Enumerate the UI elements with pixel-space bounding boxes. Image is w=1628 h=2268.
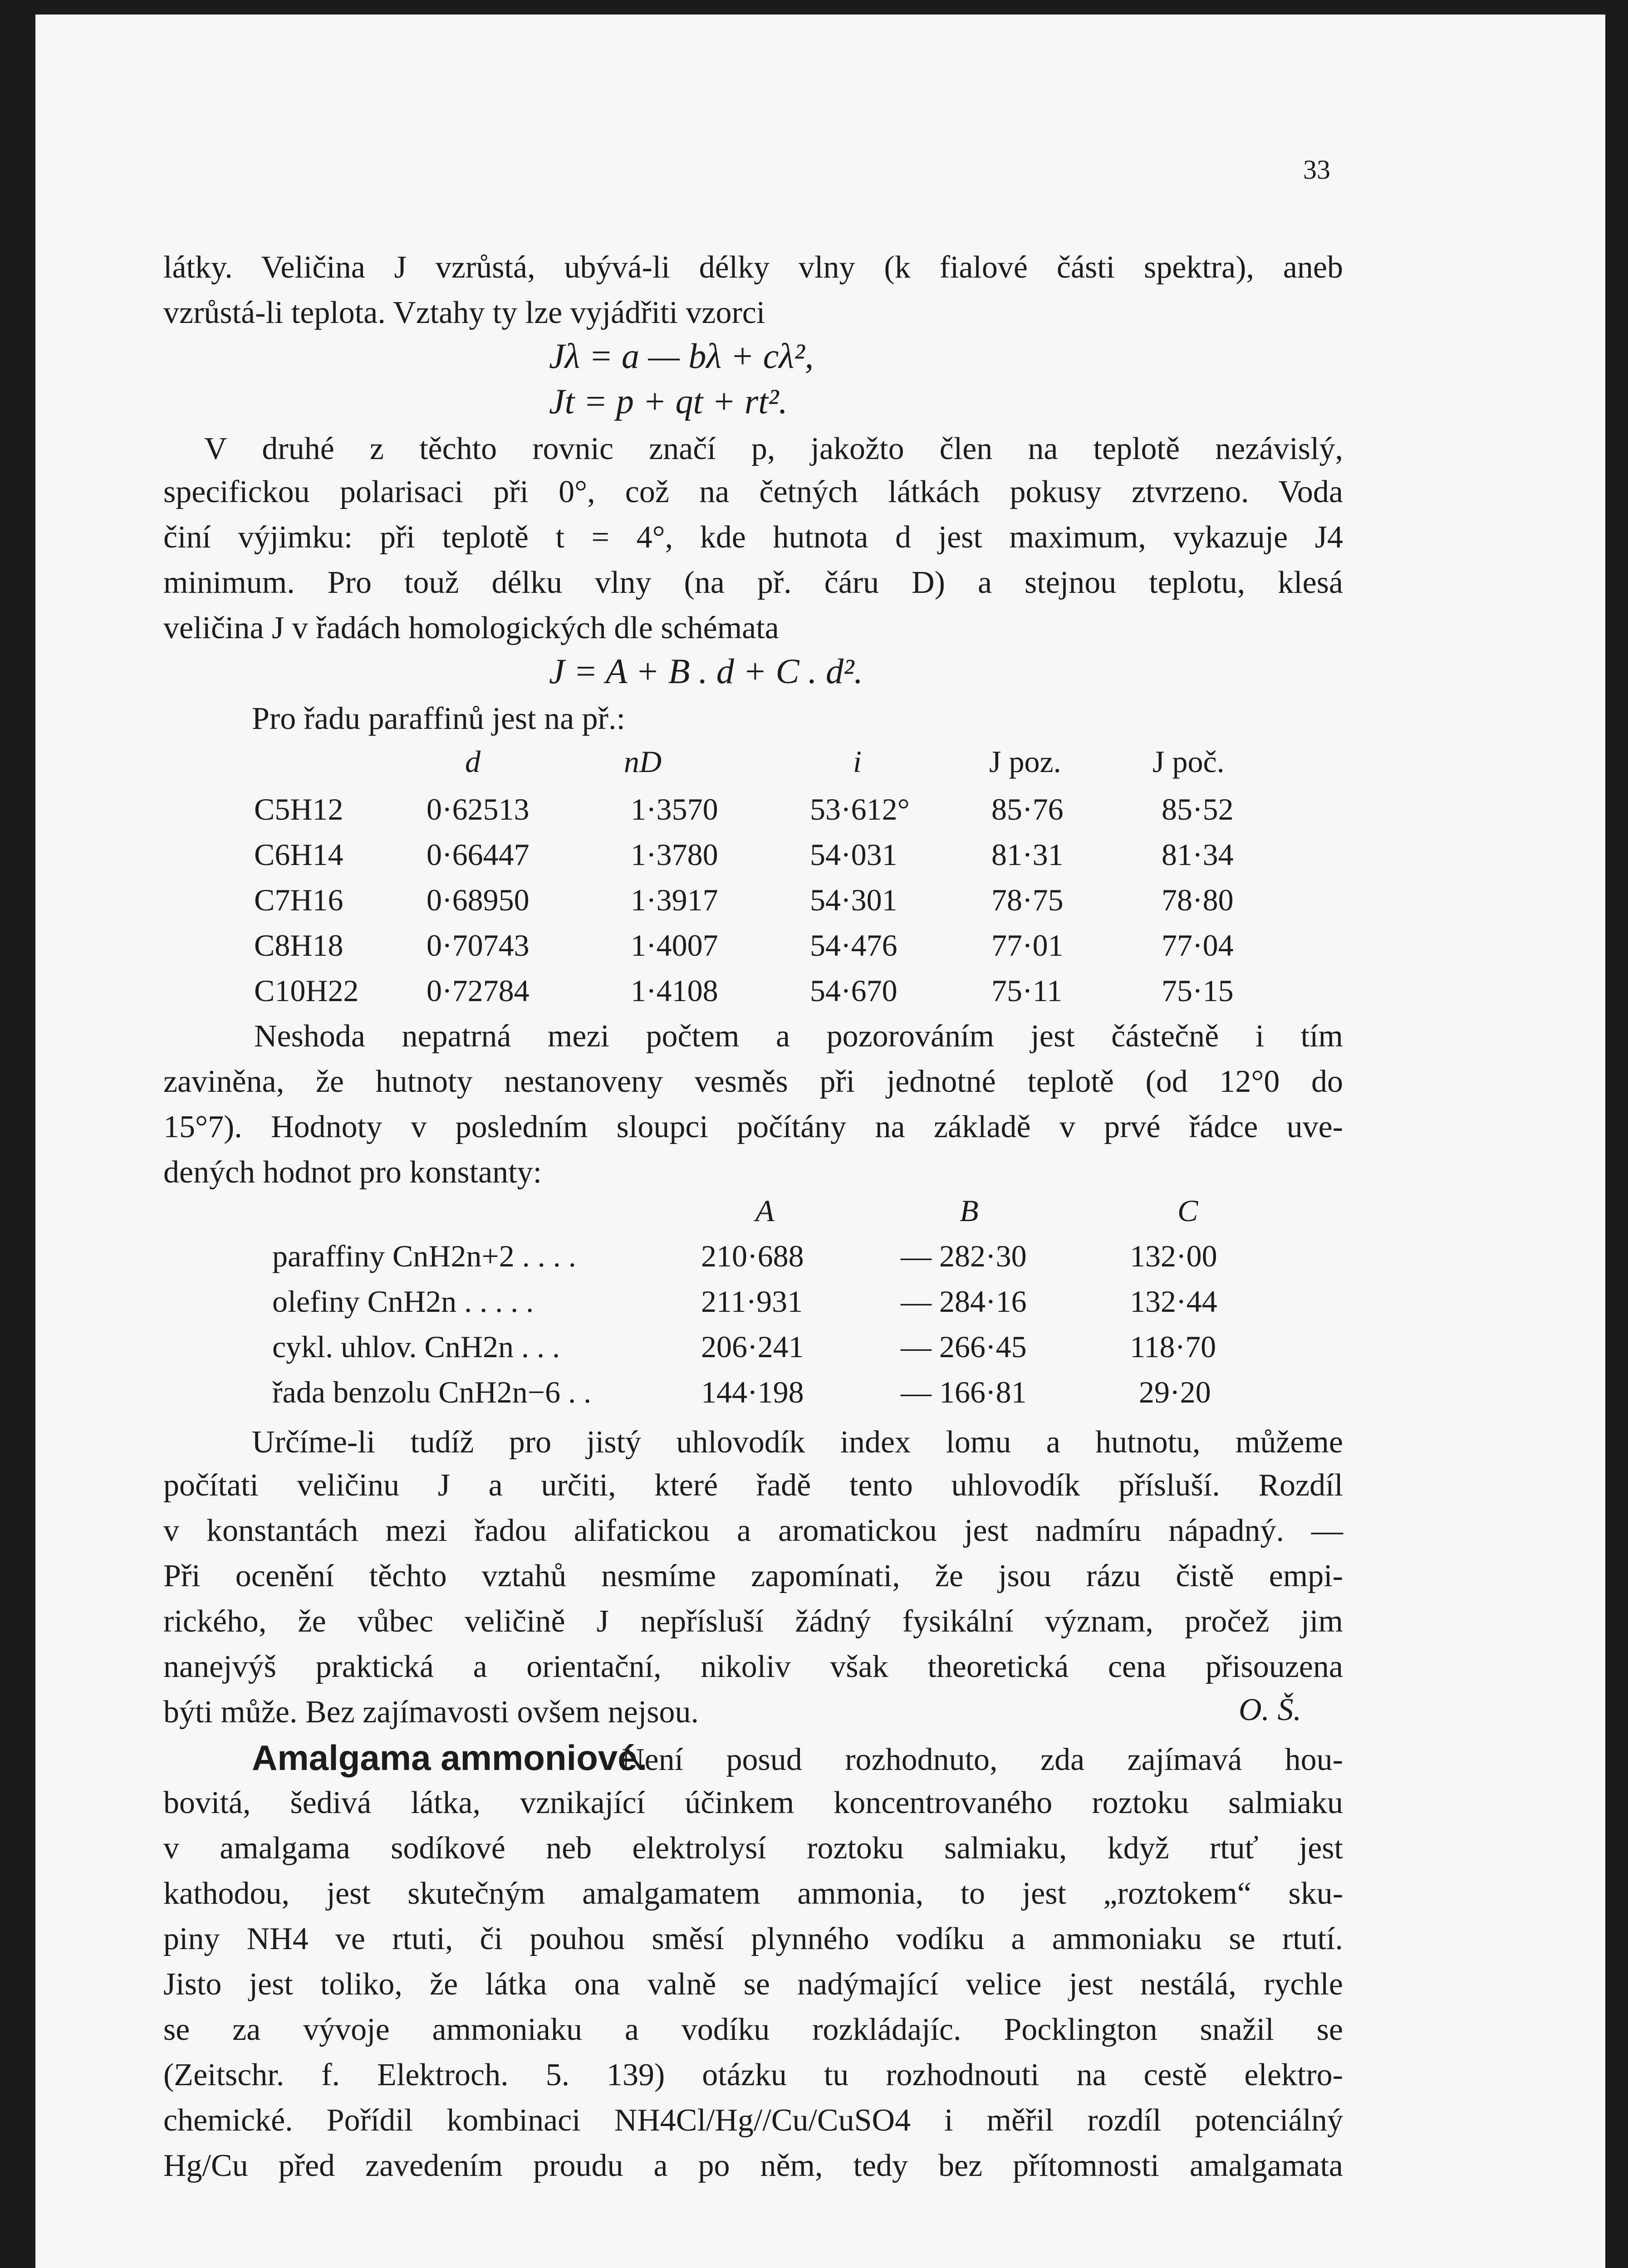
table1-cell: 75·15 [1162, 973, 1234, 1008]
table2-cell: 132·00 [1130, 1239, 1217, 1273]
text-line: piny NH4 ve rtuti, či pouhou směsí plynného vodíku a ammoniaku se rtutí. [163, 1921, 1343, 1956]
formula-j-abc: J = A + B . d + C . d². [549, 651, 863, 691]
text-line: 15°7). Hodnoty v posledním sloupci počítány na základě v prvé řádce uve- [163, 1110, 1343, 1144]
text-line: bovitá, šedivá látka, vznikající účinkem koncentrovaného roztoku salmiaku [163, 1785, 1343, 1820]
table2-row-name: olefiny CnH2n . . . . . [272, 1284, 534, 1319]
table1-row-name: C8H18 [254, 928, 343, 963]
table1-cell: 54·670 [810, 973, 897, 1008]
table1-cell: 0·68950 [427, 883, 530, 917]
text-line: V druhé z těchto rovnic značí p, jakožto člen na teplotě nezávislý, [204, 431, 1343, 466]
table1-header-d: d [465, 744, 481, 779]
table1-intro: Pro řadu paraffinů jest na př.: [252, 701, 625, 736]
text-line: dených hodnot pro konstanty: [163, 1155, 542, 1190]
table2-row-name: řada benzolu CnH2n−6 . . [272, 1375, 592, 1409]
table1-header-i: i [853, 744, 862, 779]
table1-cell: 1·4007 [631, 928, 718, 963]
table1-cell: 54·476 [810, 928, 897, 963]
text-line: kathodou, jest skutečným amalgamatem ammonia, to jest „roztokem“ sku- [163, 1876, 1343, 1911]
table1-cell: 1·3780 [631, 837, 718, 872]
text-line: počítati veličinu J a určiti, které řadě tento uhlovodík přísluší. Rozdíl [163, 1468, 1343, 1503]
text-line: se za vývoje ammoniaku a vodíku rozkládajíc. Pocklington snažil se [163, 2012, 1343, 2047]
table1-cell: 77·04 [1162, 928, 1234, 963]
text-line: veličina J v řadách homologických dle schémata [163, 611, 779, 645]
table1-header-jpoz: J poz. [989, 744, 1061, 779]
table1-cell: 53·612° [810, 792, 910, 826]
text-line: vzrůstá-li teplota. Vztahy ty lze vyjádřiti vzorci [163, 295, 765, 330]
table2-header-a: A [755, 1193, 775, 1228]
text-line: Jisto jest toliko, že látka ona valně se nadýmající velice jest nestálá, rychle [163, 1967, 1343, 2002]
table2-cell: — 284·16 [901, 1284, 1027, 1319]
table1-cell: 1·3917 [631, 883, 718, 917]
table2-cell: 144·198 [701, 1375, 804, 1409]
author-signature: O. Š. [1239, 1692, 1302, 1727]
text-line: Určíme-li tudíž pro jistý uhlovodík index lomu a hutnotu, můžeme [252, 1425, 1343, 1460]
text-line: rického, že vůbec veličině J nepřísluší žádný fysikální význam, pročež jim [163, 1604, 1343, 1639]
table2-row-name: cykl. uhlov. CnH2n . . . [272, 1330, 560, 1364]
table1-cell: 85·52 [1162, 792, 1234, 826]
table1-cell: 0·62513 [427, 792, 530, 826]
table1-cell: 77·01 [991, 928, 1064, 963]
text-line: Při ocenění těchto vztahů nesmíme zapomínati, že jsou rázu čistě empi- [163, 1559, 1343, 1593]
table1-cell: 85·76 [991, 792, 1064, 826]
table2-cell: 210·688 [701, 1239, 804, 1273]
text-line: minimum. Pro touž délku vlny (na př. čáru D) a stejnou teplotu, klesá [163, 565, 1343, 600]
text-line: nanejvýš praktická a orientační, nikoliv však theoretická cena přisouzena [163, 1649, 1343, 1684]
table1-header-jpoc: J poč. [1152, 744, 1225, 779]
table2-cell: — 266·45 [901, 1330, 1027, 1364]
text-line: býti může. Bez zajímavosti ovšem nejsou. [163, 1695, 699, 1730]
table1-cell: 1·3570 [631, 792, 718, 826]
text-line: Neshoda nepatrná mezi počtem a pozorováním jest částečně i tím [254, 1019, 1343, 1054]
table2-row-name: paraffiny CnH2n+2 . . . . [272, 1239, 576, 1273]
table2-cell: 132·44 [1130, 1284, 1217, 1319]
text-line: (Zeitschr. f. Elektroch. 5. 139) otázku tu rozhodnouti na cestě elektro- [163, 2058, 1343, 2092]
table1-cell: 54·031 [810, 837, 897, 872]
table1-row-name: C5H12 [254, 792, 343, 826]
section-heading: Amalgama ammoniové. [252, 1738, 647, 1778]
table1-cell: 0·72784 [427, 973, 530, 1008]
table2-cell: 206·241 [701, 1330, 804, 1364]
formula-j-lambda: Jλ = a — bλ + cλ², [549, 336, 814, 376]
text-line: specifickou polarisaci při 0°, což na četných látkách pokusy ztvrzeno. Voda [163, 474, 1343, 509]
table1-cell: 81·31 [991, 837, 1064, 872]
table2-cell: 118·70 [1130, 1330, 1216, 1364]
table1-cell: 78·80 [1162, 883, 1234, 917]
table1-cell: 81·34 [1162, 837, 1234, 872]
text-line: Hg/Cu před zavedením proudu a po něm, tedy bez přítomnosti amalgamata [163, 2148, 1343, 2183]
table1-row-name: C6H14 [254, 837, 343, 872]
table1-cell: 78·75 [991, 883, 1064, 917]
table1-row-name: C10H22 [254, 973, 359, 1008]
table2-cell: 211·931 [701, 1284, 803, 1319]
text-line: zaviněna, že hutnoty nestanoveny vesměs při jednotné teplotě (od 12°0 do [163, 1064, 1343, 1099]
table1-cell: 0·66447 [427, 837, 530, 872]
table2-header-c: C [1177, 1193, 1198, 1228]
table2-cell: — 282·30 [901, 1239, 1027, 1273]
text-line: Není posud rozhodnuto, zda zajímavá hou- [622, 1742, 1343, 1777]
table1-header-n: nD [624, 744, 662, 779]
text-line: v konstantách mezi řadou alifatickou a aromatickou jest nadmíru nápadný. — [163, 1513, 1343, 1548]
text-line: v amalgama sodíkové neb elektrolysí roztoku salmiaku, když rtuť jest [163, 1831, 1343, 1866]
table2-cell: — 166·81 [901, 1375, 1027, 1409]
table2-header-b: B [960, 1193, 979, 1228]
table1-row-name: C7H16 [254, 883, 343, 917]
page-number: 33 [1303, 155, 1330, 185]
table1-cell: 1·4108 [631, 973, 718, 1008]
text-line: chemické. Pořídil kombinaci NH4Cl/Hg//Cu/CuSO4 i měřil rozdíl potenciálný [163, 2103, 1343, 2138]
table1-cell: 54·301 [810, 883, 897, 917]
formula-j-t: Jt = p + qt + rt². [549, 381, 788, 421]
text-line: látky. Veličina J vzrůstá, ubývá-li délky vlny (k fialové části spektra), aneb [163, 250, 1343, 285]
table2-cell: 29·20 [1139, 1375, 1211, 1409]
table1-cell: 75·11 [991, 973, 1063, 1008]
text-line: činí výjimku: při teplotě t = 4°, kde hutnota d jest maximum, vykazuje J4 [163, 520, 1343, 555]
table1-cell: 0·70743 [427, 928, 530, 963]
